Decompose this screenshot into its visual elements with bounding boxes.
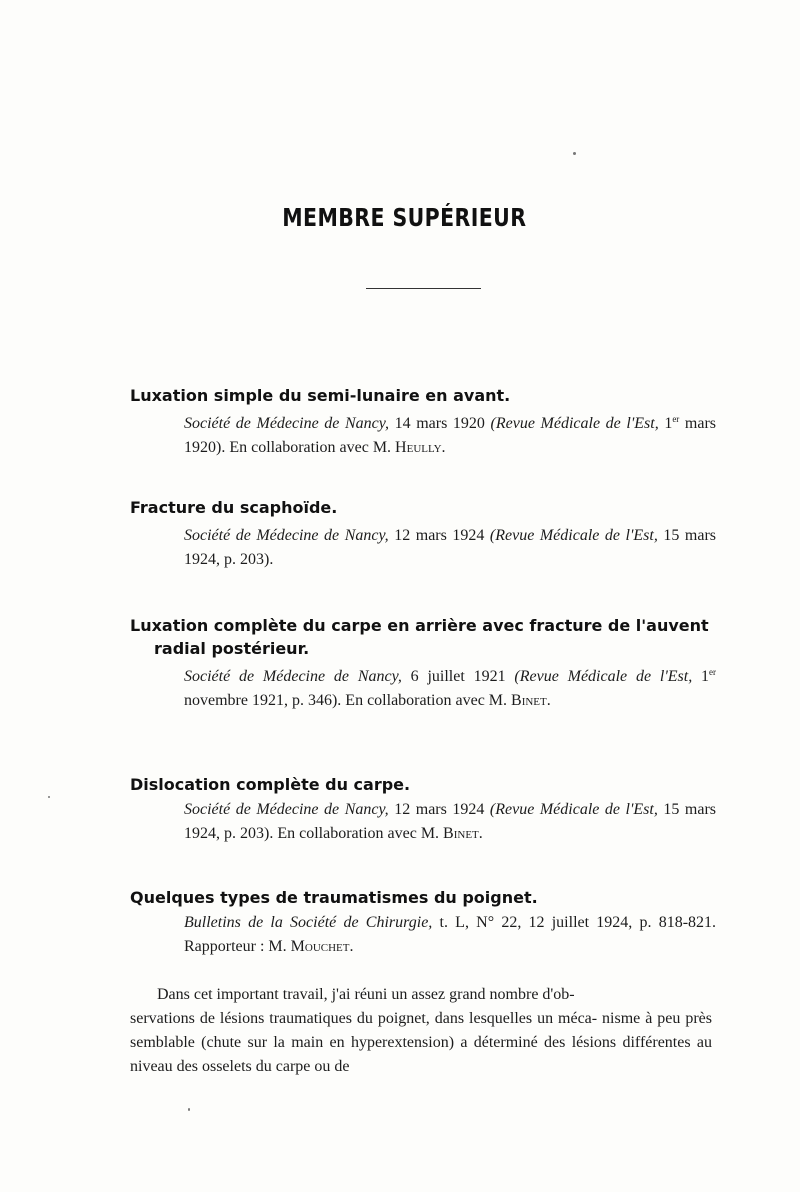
citation-society: Société de Médecine de Nancy, bbox=[184, 415, 389, 432]
bibliography-entry bbox=[130, 886, 720, 959]
scan-speck bbox=[573, 152, 576, 155]
title-divider bbox=[366, 288, 481, 289]
entry-title-line: Luxation complète du carpe en arrière avec fracture de l'auvent bbox=[130, 616, 709, 635]
citation-society: Société de Médecine de Nancy, bbox=[184, 668, 402, 685]
citation-reference: t. L, N° 22, 12 juillet 1924, bbox=[439, 914, 633, 931]
citation-date: 6 juillet 1921 bbox=[410, 668, 506, 685]
citation-detail: mars 1920). En collaboration avec M. bbox=[184, 415, 717, 456]
page-title: MEMBRE SUPÉRIEUR bbox=[282, 203, 527, 232]
entry-citation bbox=[184, 665, 716, 713]
entry-title bbox=[130, 614, 720, 660]
scan-speck bbox=[188, 1108, 190, 1111]
citation-collaborator: Binet. bbox=[511, 692, 551, 709]
citation-society: Société de Médecine de Nancy, bbox=[184, 527, 389, 544]
bibliography-entry bbox=[130, 614, 720, 713]
scan-speck bbox=[48, 796, 50, 798]
paragraph-text: servations de lésions traumatiques du poignet, dans lesquelles un méca- nisme à peu près semblable (chute sur la main en hyperextension) a déterminé des lésions différentes au niveau des osselets du carpe ou de bbox=[130, 1010, 712, 1075]
entry-citation bbox=[184, 911, 716, 959]
citation-detail-prefix: M. bbox=[488, 692, 508, 709]
entry-title: Fracture du scaphoïde. bbox=[130, 498, 338, 517]
citation-society: Bulletins de la Société de Chirurgie, bbox=[184, 914, 433, 931]
citation-journal: (Revue Médicale de l'Est, bbox=[489, 801, 658, 818]
citation-date: 12 mars 1924 bbox=[394, 801, 485, 818]
citation-detail: p. 818-821. Rapporteur : M. bbox=[184, 914, 717, 955]
citation-journal: (Revue Médicale de l'Est, bbox=[514, 668, 693, 685]
entry-title-line: radial postérieur. bbox=[154, 639, 310, 658]
citation-detail: 15 mars 1924, p. 203). bbox=[184, 527, 717, 568]
entry-citation bbox=[184, 524, 716, 572]
citation-date: 14 mars 1920 bbox=[394, 415, 485, 432]
bibliography-entry bbox=[130, 384, 720, 460]
bibliography-entry bbox=[130, 496, 720, 572]
citation-collaborator: Heully. bbox=[395, 439, 446, 456]
citation-journal: (Revue Médicale de l'Est, bbox=[490, 415, 659, 432]
citation-detail: novembre 1921, p. 346). En collaboration avec bbox=[184, 692, 485, 709]
body-paragraph bbox=[130, 983, 712, 1079]
entry-title: Dislocation complète du carpe. bbox=[130, 775, 411, 794]
bibliography-entry bbox=[130, 773, 720, 846]
citation-detail: 15 mars 1924, p. 203). En collaboration avec M. bbox=[184, 801, 717, 842]
entry-citation bbox=[184, 798, 716, 846]
citation-collaborator: Binet. bbox=[443, 825, 483, 842]
citation-journal-date: 1er bbox=[701, 667, 716, 685]
citation-collaborator: Mouchet. bbox=[290, 938, 354, 955]
entry-citation bbox=[184, 412, 716, 460]
entry-title: Quelques types de traumatismes du poignet. bbox=[130, 888, 538, 907]
paragraph-first-line: Dans cet important travail, j'ai réuni un assez grand nombre d'ob- bbox=[157, 986, 575, 1003]
citation-date: 12 mars 1924 bbox=[394, 527, 485, 544]
citation-society: Société de Médecine de Nancy, bbox=[184, 801, 389, 818]
citation-journal: (Revue Médicale de l'Est, bbox=[489, 527, 658, 544]
citation-journal-date: 1er bbox=[664, 414, 680, 432]
entry-title: Luxation simple du semi-lunaire en avant. bbox=[130, 386, 511, 405]
